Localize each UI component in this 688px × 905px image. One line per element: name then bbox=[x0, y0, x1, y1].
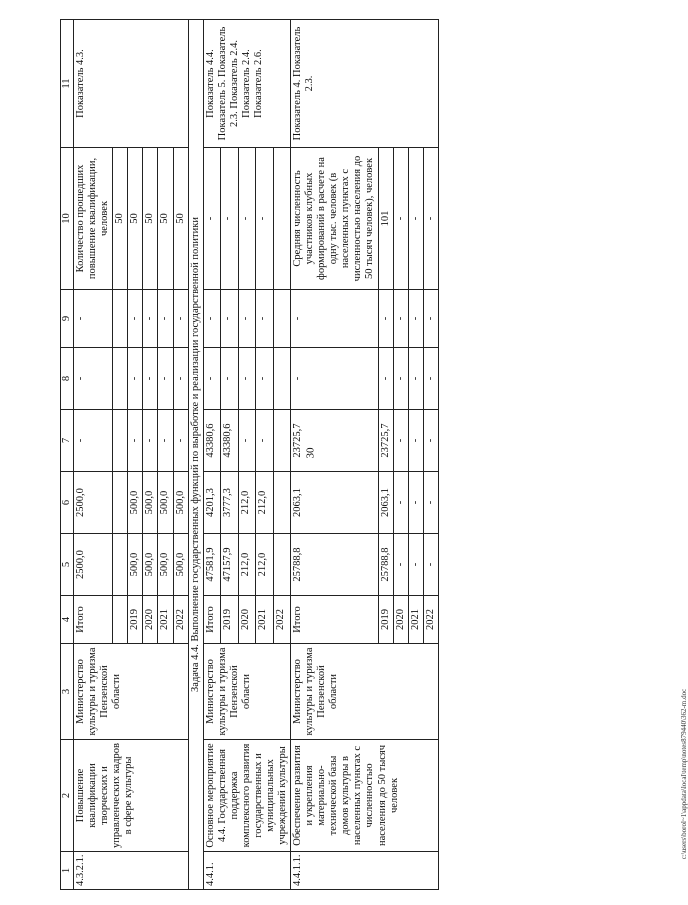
row-number: 4.3.2.1. bbox=[74, 852, 189, 890]
regional-budget: 4201,3 bbox=[203, 472, 220, 534]
year-cell: 2019 bbox=[128, 596, 143, 644]
federal-budget: 23725,7 bbox=[291, 410, 378, 472]
federal-budget: - bbox=[128, 410, 143, 472]
task-heading: Задача 4.4. Выполнение государственных функций по выработке и реализации государственной политики bbox=[188, 20, 203, 890]
col-header-7: 7 bbox=[61, 410, 74, 472]
col-header-1: 1 bbox=[61, 852, 74, 890]
page-number: 30 bbox=[304, 447, 317, 459]
year-cell: 2022 bbox=[423, 596, 438, 644]
total-funding: 212,0 bbox=[256, 534, 273, 596]
col-header-8: 8 bbox=[61, 348, 74, 410]
federal-budget: 43380,6 bbox=[221, 410, 238, 472]
indicator-value: - bbox=[393, 148, 408, 290]
regional-budget: - bbox=[408, 472, 423, 534]
federal-budget: - bbox=[256, 410, 273, 472]
col-header-11: 11 bbox=[61, 20, 74, 148]
local-budget bbox=[273, 348, 291, 410]
regional-budget: 500,0 bbox=[173, 472, 188, 534]
indicator-value: 50 bbox=[158, 148, 173, 290]
other-sources: - bbox=[74, 290, 113, 348]
regional-budget: 212,0 bbox=[238, 472, 255, 534]
other-sources: - bbox=[423, 290, 438, 348]
federal-budget: - bbox=[423, 410, 438, 472]
table-row bbox=[74, 20, 113, 890]
indicator-value: - bbox=[408, 148, 423, 290]
row-number: 4.4.1. bbox=[203, 852, 290, 890]
indicator-value: 101 bbox=[378, 148, 393, 290]
total-funding bbox=[113, 534, 128, 596]
indicator-value: - bbox=[256, 148, 273, 290]
indicator-value: 50 bbox=[113, 148, 128, 290]
local-budget: - bbox=[378, 348, 393, 410]
regional-budget: 2063,1 bbox=[378, 472, 393, 534]
total-funding: 212,0 bbox=[238, 534, 255, 596]
local-budget: - bbox=[74, 348, 113, 410]
year-cell: Итого bbox=[74, 596, 113, 644]
federal-budget: - bbox=[158, 410, 173, 472]
col-header-9: 9 bbox=[61, 290, 74, 348]
year-cell: 2021 bbox=[408, 596, 423, 644]
other-sources bbox=[273, 290, 291, 348]
indicator-value: 50 bbox=[143, 148, 158, 290]
federal-budget: - bbox=[393, 410, 408, 472]
program-table bbox=[60, 19, 439, 890]
other-sources: - bbox=[408, 290, 423, 348]
total-funding: 500,0 bbox=[128, 534, 143, 596]
other-sources: - bbox=[238, 290, 255, 348]
local-budget: - bbox=[238, 348, 255, 410]
local-budget: - bbox=[256, 348, 273, 410]
local-budget: - bbox=[173, 348, 188, 410]
local-budget: - bbox=[393, 348, 408, 410]
federal-budget: - bbox=[408, 410, 423, 472]
indicator-name: Средняя численность участников клубных формирований в расчете на одну тыс. человек (в населенных пунктах с численностью населения до 50 тысяч человек), человек bbox=[291, 148, 378, 290]
total-funding: - bbox=[423, 534, 438, 596]
local-budget: - bbox=[158, 348, 173, 410]
regional-budget: 500,0 bbox=[128, 472, 143, 534]
activity-name: Повышение квалификации творческих и управленческих кадров в сфере культуры bbox=[74, 740, 189, 852]
indicator-value: 50 bbox=[128, 148, 143, 290]
year-cell: 2021 bbox=[158, 596, 173, 644]
regional-budget: 3777,3 bbox=[221, 472, 238, 534]
activity-name: Обеспечение развития и укрепления материально-технической базы домов культуры в населенных пунктах с численностью населения до 50 тысяч человек bbox=[291, 740, 439, 852]
col-header-2: 2 bbox=[61, 740, 74, 852]
indicator-value bbox=[273, 148, 291, 290]
table-row bbox=[203, 20, 220, 890]
col-header-4: 4 bbox=[61, 596, 74, 644]
indicator-value: - bbox=[423, 148, 438, 290]
other-sources: - bbox=[158, 290, 173, 348]
year-cell: 2019 bbox=[378, 596, 393, 644]
col-header-10: 10 bbox=[61, 148, 74, 290]
table-frame bbox=[60, 20, 620, 890]
regional-budget: - bbox=[393, 472, 408, 534]
local-budget: - bbox=[128, 348, 143, 410]
total-funding: - bbox=[408, 534, 423, 596]
total-funding bbox=[273, 534, 291, 596]
federal-budget: - bbox=[173, 410, 188, 472]
total-funding: 500,0 bbox=[173, 534, 188, 596]
indicator-ref: Показатель 4. Показатель 2.3. bbox=[291, 20, 439, 148]
total-funding: 2500,0 bbox=[74, 534, 113, 596]
year-cell: 2020 bbox=[393, 596, 408, 644]
year-cell: Итого bbox=[291, 596, 378, 644]
local-budget bbox=[113, 348, 128, 410]
regional-budget: 212,0 bbox=[256, 472, 273, 534]
rotated-table-container bbox=[60, 20, 620, 890]
local-budget: - bbox=[203, 348, 220, 410]
total-funding: 25788,8 bbox=[291, 534, 378, 596]
other-sources: - bbox=[203, 290, 220, 348]
total-funding: 47157,9 bbox=[221, 534, 238, 596]
total-funding: 47581,9 bbox=[203, 534, 220, 596]
column-number-row bbox=[61, 20, 74, 890]
regional-budget: 2500,0 bbox=[74, 472, 113, 534]
col-header-6: 6 bbox=[61, 472, 74, 534]
indicator-value: 50 bbox=[173, 148, 188, 290]
other-sources bbox=[113, 290, 128, 348]
total-funding: - bbox=[393, 534, 408, 596]
indicator-value: - bbox=[221, 148, 238, 290]
federal-budget: - bbox=[238, 410, 255, 472]
local-budget: - bbox=[221, 348, 238, 410]
executor: Министерство культуры и туризма Пензенской области bbox=[291, 644, 439, 740]
federal-budget bbox=[273, 410, 291, 472]
indicator-name: Количество прошедших повышение квалификации, человек bbox=[74, 148, 113, 290]
federal-budget: - bbox=[143, 410, 158, 472]
col-header-5: 5 bbox=[61, 534, 74, 596]
federal-budget: 23725,7 bbox=[378, 410, 393, 472]
local-budget: - bbox=[291, 348, 378, 410]
year-cell: 2020 bbox=[238, 596, 255, 644]
year-cell bbox=[113, 596, 128, 644]
indicator-value: - bbox=[238, 148, 255, 290]
executor: Министерство культуры и туризма Пензенской области bbox=[74, 644, 189, 740]
other-sources: - bbox=[173, 290, 188, 348]
year-cell: 2020 bbox=[143, 596, 158, 644]
other-sources: - bbox=[128, 290, 143, 348]
regional-budget: 500,0 bbox=[158, 472, 173, 534]
year-cell: 2022 bbox=[273, 596, 291, 644]
regional-budget: - bbox=[423, 472, 438, 534]
local-budget: - bbox=[408, 348, 423, 410]
other-sources: - bbox=[378, 290, 393, 348]
regional-budget bbox=[113, 472, 128, 534]
col-header-3: 3 bbox=[61, 644, 74, 740]
local-budget: - bbox=[143, 348, 158, 410]
row-number: 4.4.1.1. bbox=[291, 852, 439, 890]
indicator-ref: Показатель 4.4. Показатель 5. Показатель 2.3. Показатель 2.4. Показатель 2.4. Показатель 2.6. bbox=[203, 20, 290, 148]
other-sources: - bbox=[143, 290, 158, 348]
other-sources: - bbox=[256, 290, 273, 348]
regional-budget: 2063,1 bbox=[291, 472, 378, 534]
federal-budget bbox=[113, 410, 128, 472]
regional-budget: 500,0 bbox=[143, 472, 158, 534]
other-sources: - bbox=[393, 290, 408, 348]
total-funding: 25788,8 bbox=[378, 534, 393, 596]
indicator-ref: Показатель 4.3. bbox=[74, 20, 189, 148]
regional-budget bbox=[273, 472, 291, 534]
other-sources: - bbox=[221, 290, 238, 348]
federal-budget: 43380,6 bbox=[203, 410, 220, 472]
task-heading-row bbox=[188, 20, 203, 890]
federal-budget: - bbox=[74, 410, 113, 472]
year-cell: 2019 bbox=[221, 596, 238, 644]
activity-name: Основное мероприятие 4.4. Государственная поддержка комплексного развития государственных и муниципальных учреждений культуры bbox=[203, 740, 290, 852]
year-cell: 2022 bbox=[173, 596, 188, 644]
year-cell: Итого bbox=[203, 596, 220, 644]
local-budget: - bbox=[423, 348, 438, 410]
total-funding: 500,0 bbox=[158, 534, 173, 596]
total-funding: 500,0 bbox=[143, 534, 158, 596]
executor: Министерство культуры и туризма Пензенской области bbox=[203, 644, 290, 740]
table-row bbox=[291, 20, 378, 890]
year-cell: 2021 bbox=[256, 596, 273, 644]
indicator-value: - bbox=[203, 148, 220, 290]
other-sources: - bbox=[291, 290, 378, 348]
file-path-footer: c:\users\borol~1\appdata\local\temp\notes879440\362-m.doc bbox=[680, 688, 688, 860]
